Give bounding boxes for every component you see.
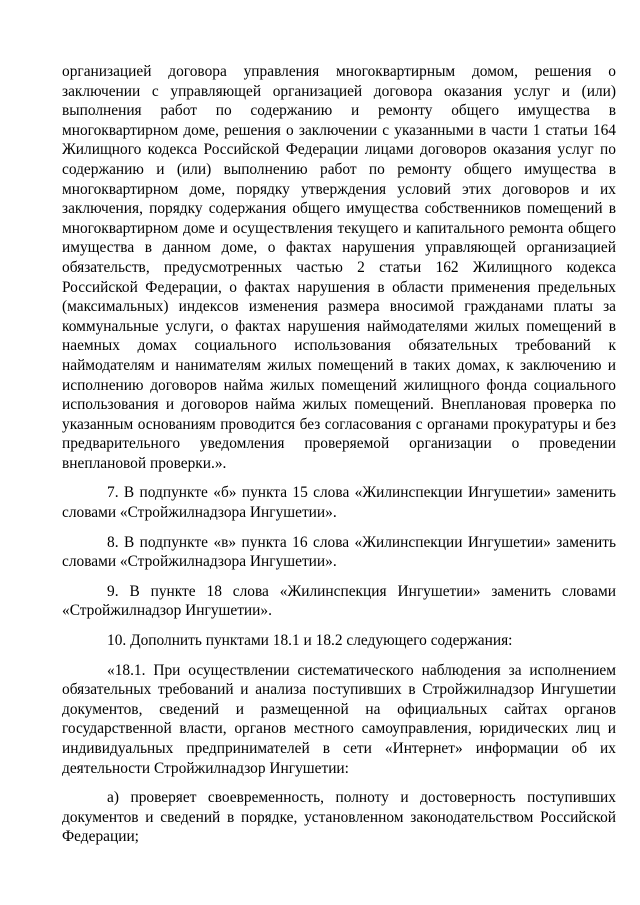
paragraph-item-8: 8. В подпункте «в» пункта 16 слова «Жилинспекции Ингушетии» заменить словами «Стройжилнадзора Ингушетии». [62, 533, 616, 571]
paragraph-item-7: 7. В подпункте «б» пункта 15 слова «Жилинспекции Ингушетии» заменить словами «Стройжилнадзора Ингушетии». [62, 484, 616, 522]
paragraph-continuation: организацией договора управления многоквартирным домом, решения о заключении с управляющей организацией договора оказания услуг и (или) выполнения работ по содержанию и ремонту общего имущества в многоквартирном доме, решения о заключении с указанными в части 1 статьи 164 Жилищного кодекса Российской Федерации лицами договоров оказания услуг по содержанию и (или) выполнению работ по ремонту общего имущества в многоквартирном доме, порядку утверждения условий этих договоров и их заключения, порядку содержания общего имущества собственников помещений в многоквартирном доме и осуществления текущего и капитального ремонта общего имущества в данном доме, о фактах нарушения управляющей организацией обязательств, предусмотренных частью 2 статьи 162 Жилищного кодекса Российской Федерации, о фактах нарушения в области применения предельных (максимальных) индексов изменения размера вносимой гражданами платы за коммунальные услуги, о фактах нарушения наймодателями жилых помещений в наемных домах социального использования обязательных требований к наймодателям и нанимателям жилых помещений в таких домах, к заключению и исполнению договоров найма жилых помещений жилищного фонда социального использования и договоров найма жилых помещений. Внеплановая проверка по указанным основаниям проводится без согласования с органами прокуратуры и без предварительного уведомления проверяемой организации о проведении внеплановой проверки.». [62, 63, 616, 472]
paragraph-item-18-1: «18.1. При осуществлении систематического наблюдения за исполнением обязательных требований и анализа поступивших в Стройжилнадзор Ингушетии документов, сведений и размещенной на официальных сайтах органов государственной власти, органов местного самоуправления, юридических лиц и индивидуальных предпринимателей в сети «Интернет» информации об их деятельности Стройжилнадзор Ингушетии: [62, 661, 616, 777]
paragraph-item-9: 9. В пункте 18 слова «Жилинспекция Ингушетии» заменить словами «Стройжилнадзор Ингушетии». [62, 582, 616, 620]
paragraph-subitem-a: а) проверяет своевременность, полноту и достоверность поступивших документов и сведений в порядке, установленном законодательством Российской Федерации; [62, 789, 616, 846]
paragraph-item-10: 10. Дополнить пунктами 18.1 и 18.2 следующего содержания: [107, 632, 513, 650]
document-page [62, 62, 616, 857]
